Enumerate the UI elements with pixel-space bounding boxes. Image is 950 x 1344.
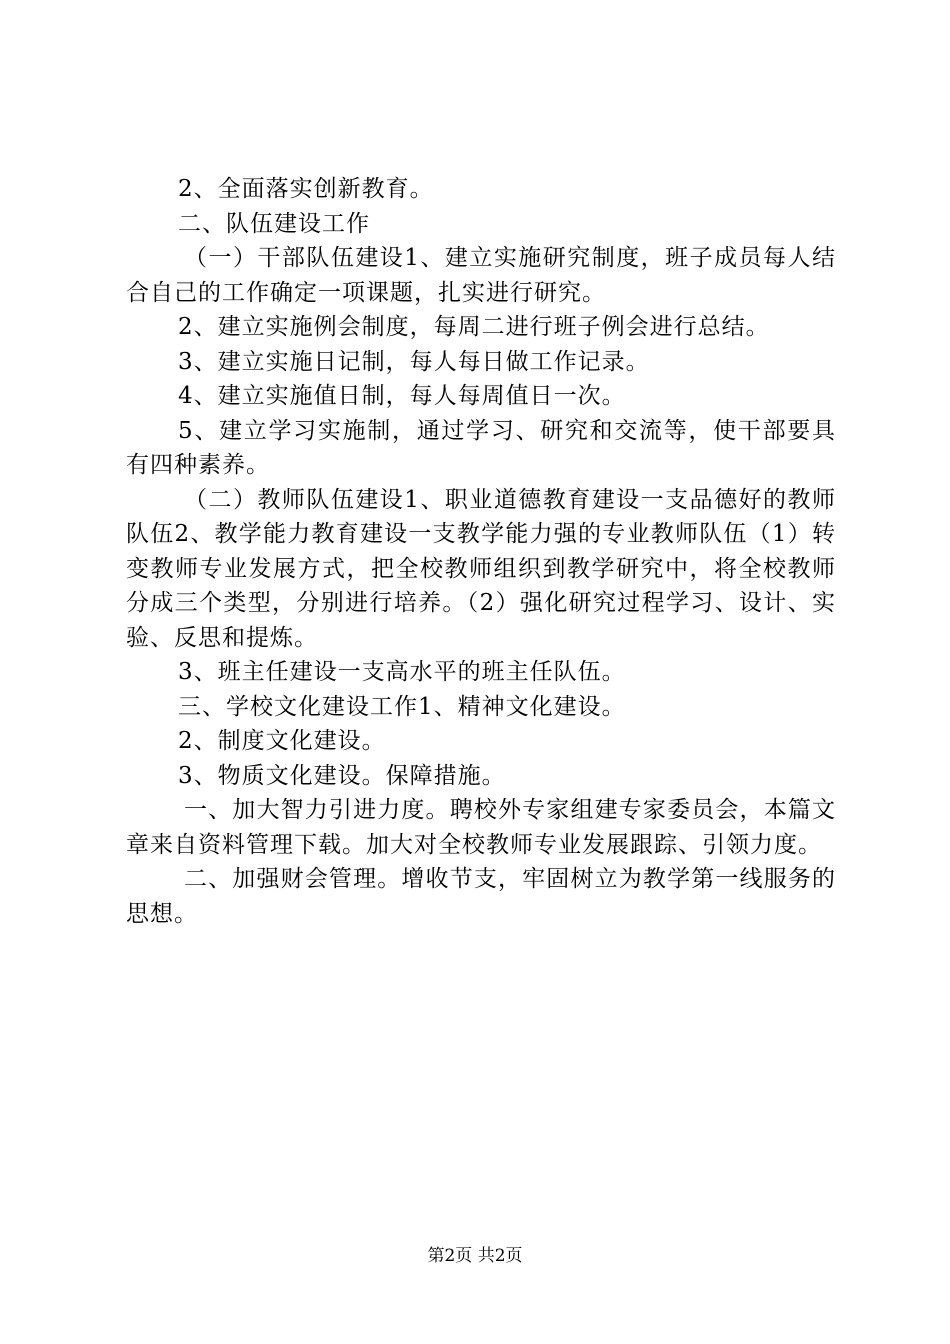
paragraph: 2、建立实施例会制度，每周二进行班子例会进行总结。 [178, 314, 770, 340]
paragraph: 5、建立学习实施制，通过学习、研究和交流等，使干部要具有四种素养。 [126, 417, 836, 478]
page-number-footer: 第2页 共2页 [427, 1246, 523, 1266]
paragraph: 3、物质文化建设。保障措施。 [178, 762, 506, 789]
paragraph: 3、建立实施日记制，每人每日做工作记录。 [178, 348, 650, 375]
paragraph: （一）干部队伍建设1、建立实施研究制度，班子成员每人结合自己的工作确定一项课题，扎实进行研究。 [126, 245, 836, 306]
document-body [126, 172, 836, 931]
paragraph: 2、全面落实创新教育。 [178, 176, 434, 202]
paragraph: 4、建立实施值日制，每人每周值日一次。 [178, 383, 626, 409]
paragraph: 一、加大智力引进力度。聘校外专家组建专家委员会，本篇文章来自资料管理下载。加大对全校教师专业发展跟踪、引领力度。 [126, 797, 836, 858]
section-heading: 三、学校文化建设工作1、精神文化建设。 [178, 693, 626, 720]
paragraph: 二、加强财会管理。增收节支，牢固树立为教学第一线服务的思想。 [126, 866, 836, 927]
section-heading: 二、队伍建设工作 [178, 210, 370, 237]
paragraph: 2、制度文化建设。 [178, 728, 386, 754]
paragraph: （二）教师队伍建设1、职业道德教育建设一支品德好的教师队伍2、教学能力教育建设一支教学能力强的专业教师队伍（1）转变教师专业发展方式，把全校教师组织到教学研究中，将全校教师分成三个类型，分别进行培养。（2）强化研究过程学习、设计、实验、反思和提炼。 [126, 486, 836, 651]
paragraph: 3、班主任建设一支高水平的班主任队伍。 [178, 659, 626, 685]
